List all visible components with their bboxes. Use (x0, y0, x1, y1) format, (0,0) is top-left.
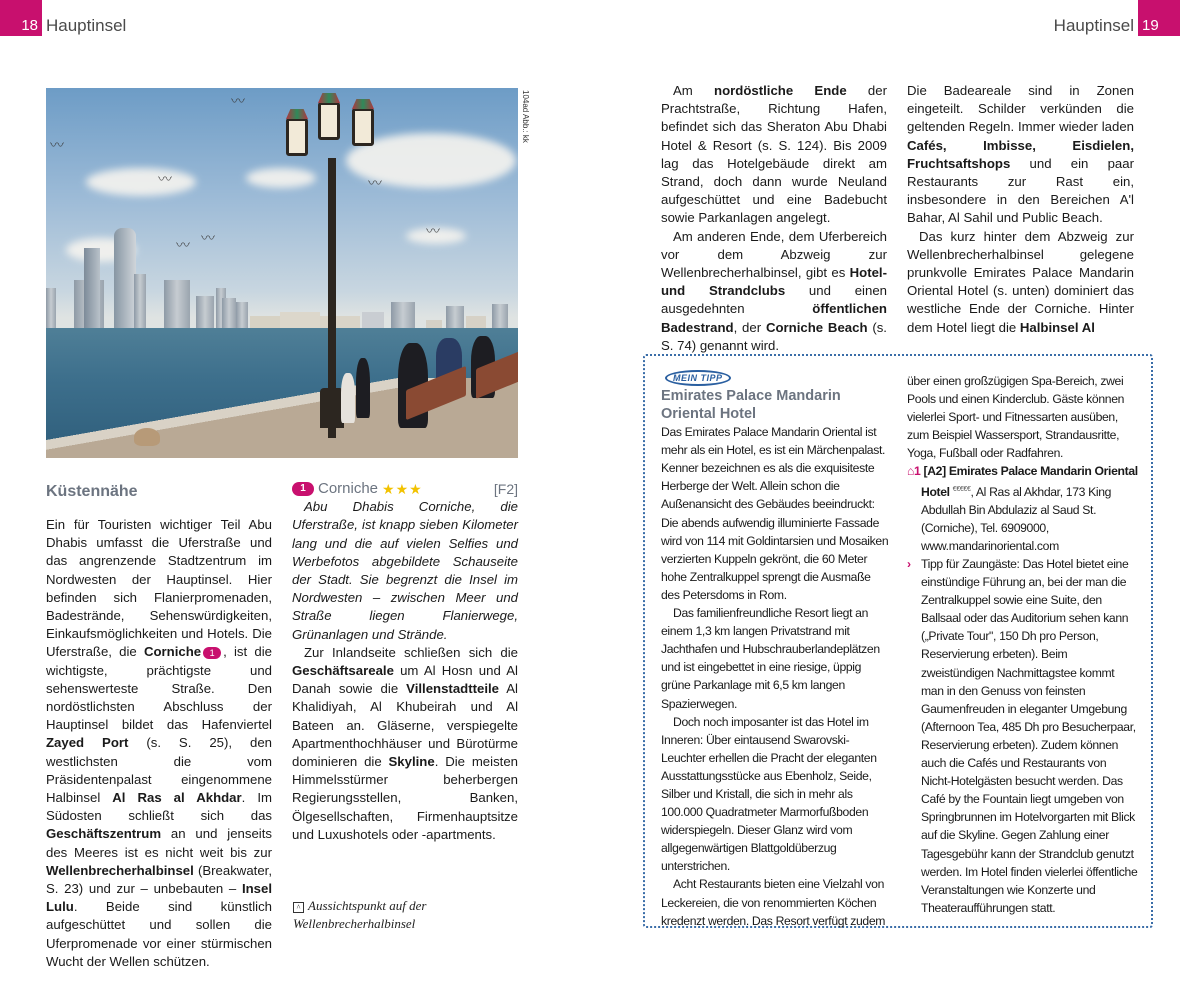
sight-entry-header (292, 480, 518, 498)
page-number-left-text: 18 (21, 17, 38, 34)
paragraph: über einen großzügigen Spa-Bereich, zwei Pools und einen Kinderclub. Gäste können vielerlei Sport- und Fitnessarten ausüben, zum Beispiel Wassersport, Strandausritte, Yoga, Fußball oder Radfahren. (907, 374, 1125, 461)
lamp-lantern (352, 108, 374, 146)
page-number-right (1138, 0, 1180, 36)
child-figure (356, 358, 370, 418)
photo-credit-text: 104ad Abb.: kk (521, 90, 530, 143)
paragraph: Das Emirates Palace Mandarin Oriental ist mehr als ein Hotel, es ist ein Märchenpalast. Kenner bezeichnen es als die exquisiteste Herberge der Welt. Allein schon die Außenansicht des Gebäudes beeindruckt: Die abends aufwendig illuminierte Fassade wird von 114 mit Goldintarsien und Mosaiken verzierten Kuppeln gekrönt, die 60 Meter hohe Zentralkuppel sprengt die Ausmaße des Petersdoms in Rom. (661, 425, 889, 602)
tip-column-2 (907, 372, 1139, 917)
seagull-icon: 〰 (231, 93, 245, 109)
cloud (86, 168, 196, 196)
caption-text: Aussichtspunkt auf der Wellenbrecherhalbinsel (293, 898, 427, 931)
paragraph: Die Badeareale sind in Zonen eingeteilt. Schilder verkünden die geltenden Regeln. Immer wieder laden Cafés, Imbisse, Eisdielen, Fruchtsaftshops und ein paar Restaurants zur Rast ein, insbesondere in den Bereichen A'l Bahar, Al Sahil und Public Beach. (907, 83, 1134, 226)
paragraph: Am nordöstliche Ende der Prachtstraße, Richtung Hafen, befindet sich das Sheraton Abu Dhabi Hotel & Resort (s. S. 124). Bis 2009 lag das Hotelgebäude direkt am Strand, doch dann wurde Neuland aufgeschüttet und eine Badebucht sowie Parkanlagen angelegt. (661, 83, 887, 226)
middle-text-column (292, 480, 518, 844)
paragraph: Am anderen Ende, dem Uferbereich vor dem Abzweig zur Wellenbrecherhalbinsel, gibt es Hotel- und Strandclubs und einen ausgedehnten öffentlichen Badestrand, der Corniche Beach (s. S. 74) genannt wird. (661, 228, 887, 353)
seagull-icon: 〰 (426, 223, 440, 239)
seagull-icon: 〰 (158, 171, 172, 187)
running-head-left: Hauptinsel (46, 16, 127, 35)
paragraph: Ein für Touristen wichtiger Teil Abu Dhabis umfasst die Uferstraße und das angrenzende Stadtzentrum im Nordwesten der Hauptinsel. Hier befinden sich Flanierpromenaden, Badestrände, Sehenswürdigkeiten, Einkaufsmöglichkeiten und Hotels. Die Uferstraße, die Corniche 1 , ist die wichtigste, prächtigste und sehenswerteste Straße. Den nordöstlichsten Abschluss der Hauptinsel bildet das Hafenviertel Zayed Port (s. S. 25), den westlichsten die vom Präsidentenpalast eingenommene Halbinsel Al Ras al Akhdar. Im Südosten schließt sich das Geschäftszentrum an und jenseits des Meeres ist es nicht weit bis zur Wellenbrecherhalbinsel (Breakwater, S. 23) und zur – unbebauten – Insel Lulu. Beide sind künstlich aufgeschüttet und sollen die Uferpromenade vor einer stürmischen Wucht der Wellen schützen. (46, 517, 272, 969)
map-pin-badge[interactable]: 1 (292, 482, 314, 496)
paragraph: Das kurz hinter dem Abzweig zur Wellenbrecherhalbinsel gelegene prunkvolle Emirates Palace Mandarin Oriental Hotel (s. unten) dominiert das westliche Ende der Corniche. Hinter dem Hotel liegt die Halbinsel Al (907, 228, 1134, 335)
paragraph: Zur Inlandseite schließen sich die Geschäftsareale um Al Hosn und Al Danah sowie die Villenstadtteile Al Khalidiyah, Al Khubeirah und Al Bateen an. Gläserne, verspiegelte Apartmenthochhäuser und Bürotürme dominieren die Skyline. Die meisten Himmelsstürmer beherbergen Regierungsstellen, Banken, Ölgesellschaften, Firmenhauptsitze und Luxushotels oder -apartments. (292, 644, 518, 842)
right-text-column-1 (661, 82, 887, 355)
price-rating: €€€€€ (952, 485, 971, 493)
rating-stars-icon: ★★★ (382, 481, 423, 497)
tip-title: Emirates Palace Mandarin Oriental Hotel (661, 388, 841, 423)
hotel-name: Emirates Palace Mandarin Oriental Hotel (921, 464, 1138, 499)
lamp-lantern (286, 118, 308, 156)
intro-paragraph: Abu Dhabis Corniche, die Uferstraße, ist knapp sieben Kilometer lang und die auf vielen Selfies und Werbefotos abgebildete Schauseite der Stadt. Sie begrenzt die Insel im Nordwesten – zwischen Meer und Straße liegen Flanierwege, Grünanlagen und Strände. (292, 499, 518, 642)
sight-title: Corniche (318, 480, 379, 497)
hotel-house-icon: ⌂ (907, 464, 915, 479)
hotel-grid-reference[interactable]: [A2] (923, 464, 946, 479)
cloud (246, 168, 316, 188)
paragraph: Das familienfreundliche Resort liegt an einem 1,3 km langen Privatstrand mit Jachthafen und Hubschrauberlandeplätzen und ist eingebettet in eine riesige, üppig grüne Parkanlage mit 6,5 km langen Spazierwegen. (661, 606, 880, 711)
map-pin-badge[interactable]: 1 (203, 647, 221, 659)
seagull-icon: 〰 (201, 230, 215, 246)
tip-column-1 (661, 366, 889, 930)
hotel-details: , Al Ras al Akhdar, 173 King Abdullah Bin Abdulaziz al Saud St. (Corniche), Tel. 6909000, www.mandarinoriental.com (921, 484, 1112, 553)
paragraph: Acht Restaurants bieten eine Vielzahl von Leckereien, die von renommierten Köchen kredenzt werden. Das Resort verfügt zudem (661, 877, 886, 928)
right-text-column-2 (907, 82, 1134, 337)
corniche-photo (46, 88, 518, 458)
page-number-left (0, 0, 42, 36)
section-title: Küstennähe (46, 483, 138, 500)
tip-text: Tipp für Zaungäste: Das Hotel bietet eine einstündige Führung an, bei der man die Zentralkuppel sowie eine Suite, den Ballsaal oder das Auditorium sehen kann („Private Tour", 150 Dh pro Person, Reservierung erbeten). Beim zweistündigen Nachmittagstee kommt man in den Genuss von feinsten Gaumenfreuden in eleganter Umgebung (Afternoon Tea, 485 Dh pro Besucherpaar, Reservierung erbeten). Zudem können auch die Cafés und Restaurants von Nicht-Hotelgästen besucht werden. Das Café by the Fountain liegt umgeben von Springbrunnen im Hotelvorgarten mit Blick auf die Skyline. Gegen Zahlung einer Tagesgebühr kann der Strandclub genutzt werden. Im Hotel finden vielerlei öffentliche Veranstaltungen wie Konzerte und Theateraufführungen statt. (921, 557, 1138, 915)
seagull-icon: 〰 (50, 137, 64, 153)
paragraph: Doch noch imposanter ist das Hotel im Inneren: Über eintausend Swarovski-Leuchter erhellen die Pracht der eleganten Ausstattungsstücke aus Ebenholz, Seide, Silber und Kristall, die sich in mehr als 100.000 Quadratmeter Marmorfußboden widerspiegeln. Dieser Glanz wird vom allgegenwärtigen Blattgoldüberzug unterstrichen. (661, 714, 877, 874)
tip-item (907, 555, 1139, 917)
running-head-right: Hauptinsel (1053, 16, 1134, 35)
left-text-column (46, 516, 272, 971)
lamp-lantern (318, 102, 340, 140)
chevron-right-icon: › (907, 557, 911, 571)
hotel-listing[interactable] (907, 462, 1139, 555)
seagull-icon: 〰 (176, 237, 190, 253)
photo-credit (518, 90, 532, 154)
seagull-icon: 〰 (368, 175, 382, 191)
cat (134, 428, 160, 446)
caption-arrow-icon: ^ (293, 902, 304, 913)
hotel-number: 1 (914, 464, 921, 479)
page-number-right-text: 19 (1142, 17, 1159, 34)
mein-tipp-badge: MEIN TIPP (665, 370, 731, 386)
photo-caption (293, 897, 493, 933)
map-grid-reference[interactable]: [F2] (493, 481, 518, 497)
child-figure (341, 373, 355, 423)
